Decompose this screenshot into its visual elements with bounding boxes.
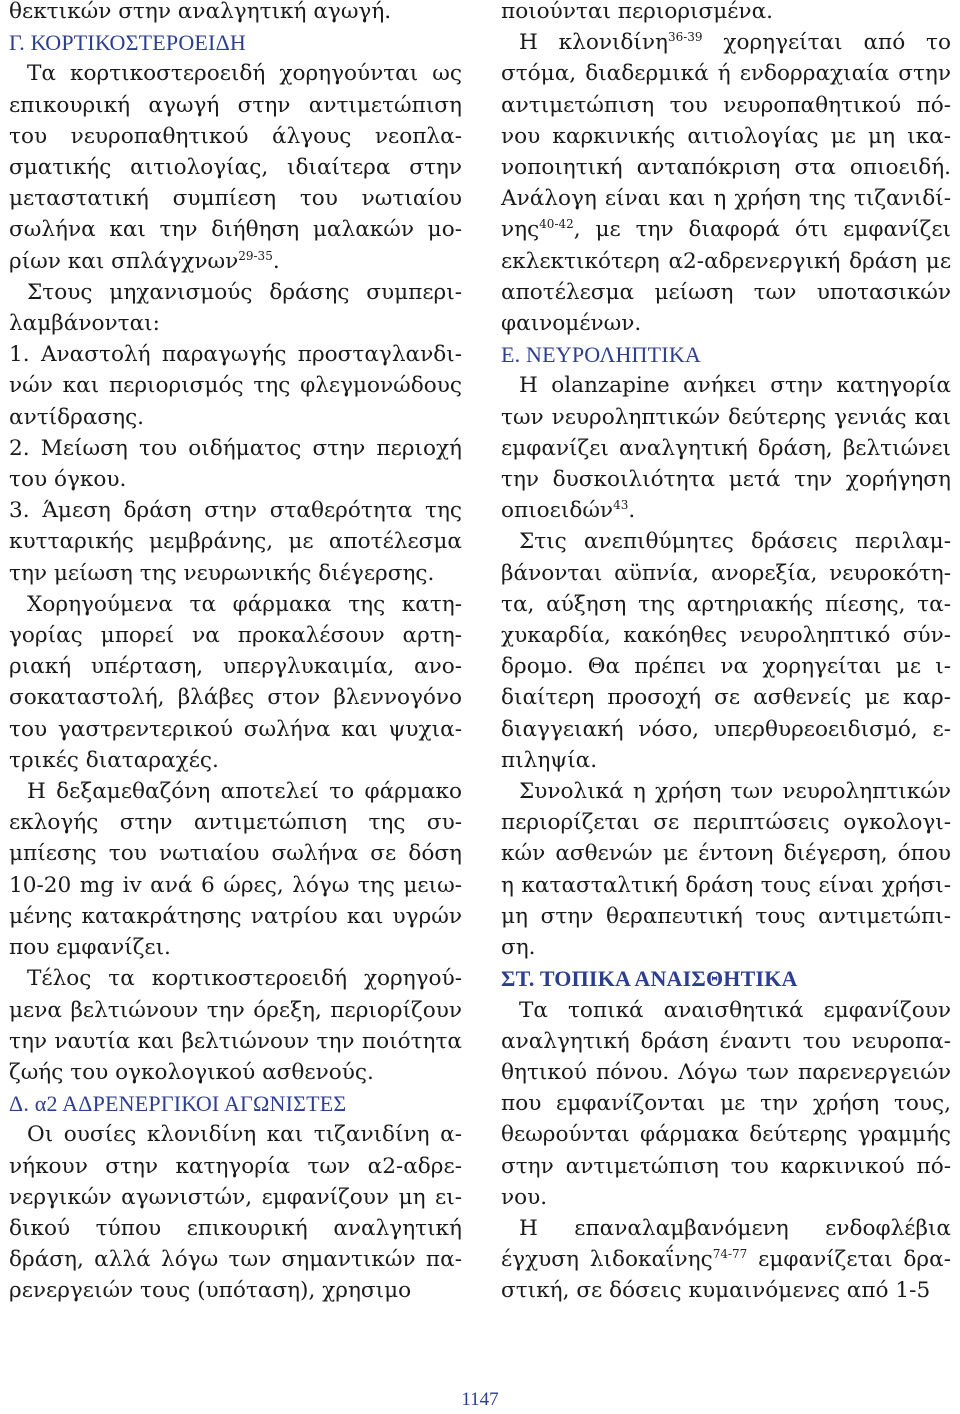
section-st-p2-text-b: εμφανίζεται δραστική, σε δόσεις κυμαινόμενες από 1-5: [501, 1247, 951, 1304]
section-g-paragraph-4: Η δεξαμεθαζόνη αποτελεί το φάρμακο εκλογής στην αντιμετώπιση της συμπίεσης του νωτιαίου σωλήνα σε δόση 10-20 mg iv ανά 6 ώρες, λόγω της μειωμένης κατακράτησης νατρίου και υγρών που εμφανίζει.: [9, 779, 462, 961]
reference-40-42: 40-42: [539, 217, 574, 232]
reference-36-39: 36-39: [667, 30, 703, 45]
list-item-3: 3. Άμεση δράση στην σταθερότητα της κυτταρικής μεμβράνης, με αποτέλεσμα την μείωση της νευρωνικής διέγερσης.: [9, 498, 462, 586]
section-e-p1-text: Η olanzapine ανήκει στην κατηγορία των νευροληπτικών δεύτερης γενιάς και εμφανίζει αναλγητική δράση, βελτιώνει την δυσκοιλιότητα μετά την χορήγηση οπιοειδών: [501, 373, 951, 524]
section-e-heading: Ε. ΝΕΥΡΟΛΗΠΤΙΚΑ: [501, 342, 701, 368]
section-e-paragraph-1: [501, 370, 951, 526]
section-g-paragraph-2: Στους μηχανισμούς δράσης συμπεριλαμβάνονται:: [9, 279, 462, 337]
clonidine-paragraph: [501, 27, 951, 339]
section-g-paragraph-3: Χορηγούμενα τα φάρμακα της κατηγορίας μπορεί να προκαλέσουν αρτηριακή υπέρταση, υπεργλυκαιμία, ανοσοκαταστολή, βλάβες στον βλεννογόνο του γαστρεντερικού σωλήνα και ψυχιατρικές διαταραχές.: [9, 591, 462, 773]
right-column: [501, 0, 951, 1307]
reference-29-35: 29-35: [238, 248, 273, 263]
section-e-paragraph-2: Στις ανεπιθύμητες δράσεις περιλαμβάνονται αϋπνία, ανορεξία, νευροκότητα, αύξηση της αρτηριακής πίεσης, ταχυκαρδία, κακόηθες νευροληπτικό σύνδρομο. Θα πρέπει να χορηγείται με ιδιαίτερη προσοχή σε ασθενείς με καρδιαγγειακή νόσο, υπερθυρεοειδισμό, επιληψία.: [501, 529, 951, 773]
section-g-paragraph-5: Τέλος τα κορτικοστεροειδή χορηγούμενα βελτιώνουν την όρεξη, περιορίζουν την ναυτία και βελτιώνουν την ποιότητα ζωής του ογκολογικού ασθενούς.: [9, 966, 462, 1085]
clonidine-text-c: , με την διαφορά ότι εμφανίζει εκλεκτικότερη α2-αδρενεργική δράση με αποτέλεσμα μείωση των υποτασικών φαινομένων.: [501, 217, 951, 337]
clonidine-text-a: Η κλονιδίνη: [519, 30, 668, 56]
left-column: [9, 0, 462, 1307]
section-e-paragraph-3: Συνολικά η χρήση των νευροληπτικών περιορίζεται σε περιπτώσεις ογκολογικών ασθενών με έντονη διέγερση, όπου η κατασταλτική δράση τους είναι χρήσιμη στην θεραπευτική τους αντιμετώπιση.: [501, 779, 951, 961]
reference-74-77: 74-77: [712, 1247, 748, 1262]
section-g-p1-text: Τα κορτικοστεροειδή χορηγούνται ως επικουρική αγωγή στην αντιμετώπιση του νευροπαθητικού άλγους νεοπλασματικής αιτιολογίας, ιδιαίτερα στην μεταστατική συμπίεση του νωτιαίου σωλήνα και την διήθηση μαλακών μορίων και σπλάγχνων: [9, 61, 462, 274]
clonidine-text-b: χορηγείται από το στόμα, διαδερμικά ή ενδορραχιαία στην αντιμετώπιση του νευροπαθητικού πόνου καρκινικής αιτιολογίας με μη ικανοποιητική ανταπόκριση στα οπιοειδή. Ανάλογη είναι και η χρήση της τιζανιδίνης: [501, 30, 951, 243]
section-d-paragraph-1: Οι ουσίες κλονιδίνη και τιζανιδίνη ανήκουν στην κατηγορία των α2-αδρενεργικών αγωνιστών, εμφανίζουν μη ειδικού τύπου επικουρική αναλγητική δράση, αλλά λόγω των σημαντικών παρενεργειών τους (υπόταση), χρησιμο: [9, 1122, 462, 1304]
section-st-heading: ΣΤ. ΤΟΠΙΚΑ ΑΝΑΙΣΘΗΤΙΚΑ: [501, 966, 798, 992]
section-g-paragraph-1: [9, 58, 462, 276]
section-e-p1-end: .: [628, 498, 636, 524]
lead-in-text: θεκτικών στην αναλγητική αγωγή.: [9, 0, 392, 24]
list-item-2: 2. Μείωση του οιδήματος στην περιοχή του όγκου.: [9, 435, 462, 493]
continued-text: ποιούνται περιορισμένα.: [501, 0, 774, 24]
section-st-p2-text-a: Η επαναλαμβανόμενη ενδοφλέβια έγχυση λιδοκαΐνης: [501, 1215, 951, 1273]
list-item-1: 1. Αναστολή παραγωγής προσταγλανδινών και περιορισμός της φλεγμονώδους αντίδρασης.: [9, 342, 462, 430]
page-number: 1147: [461, 1389, 499, 1410]
section-g-p1-end: .: [272, 248, 280, 274]
section-st-paragraph-1: Τα τοπικά αναισθητικά εμφανίζουν αναλγητική δράση έναντι του νευροπαθητικού πόνου. Λόγω των παρενεργειών που εμφανίζονται με την χρήση τους, θεωρούνται φάρμακα δεύτερης γραμμής στην αντιμετώπιση του καρκινικού πόνου.: [501, 997, 951, 1210]
section-g-heading: Γ. ΚΟΡΤΙΚΟΣΤΕΡΟΕΙΔΗ: [9, 30, 247, 56]
section-d-heading: Δ. α2 ΑΔΡΕΝΕΡΓΙΚΟΙ ΑΓΩΝΙΣΤΕΣ: [9, 1091, 347, 1117]
section-st-paragraph-2: [501, 1213, 951, 1307]
reference-43: 43: [613, 498, 629, 513]
